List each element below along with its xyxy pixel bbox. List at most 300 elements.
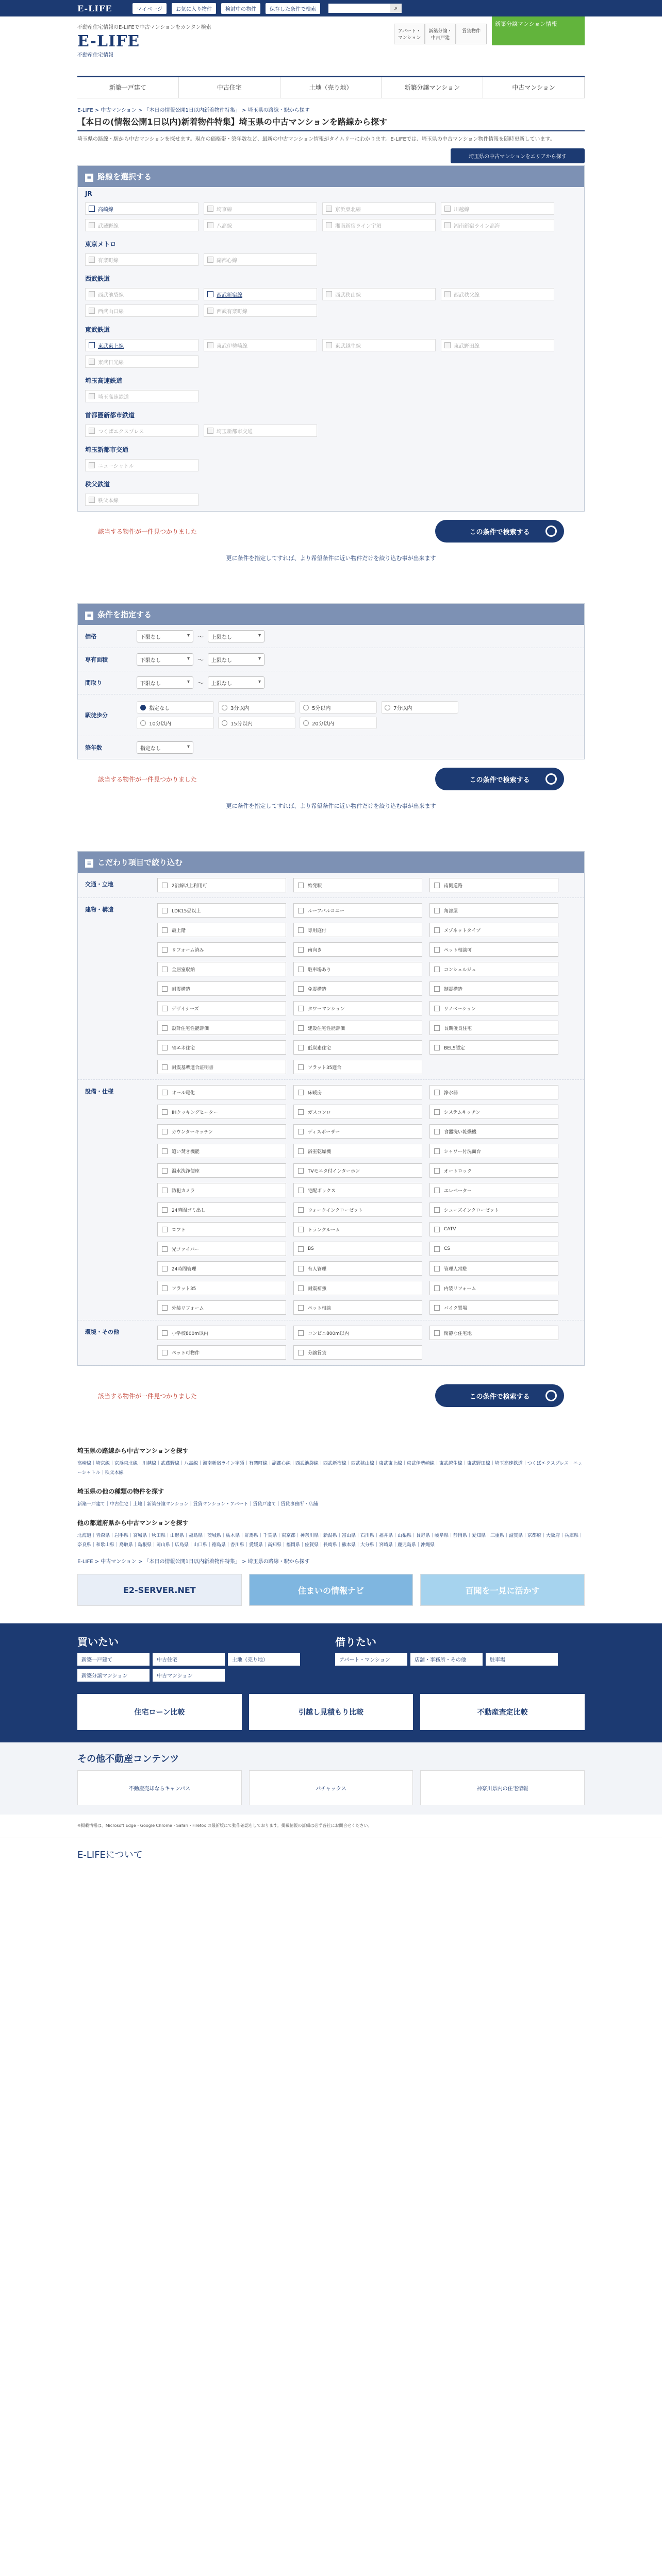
checkbox-icon[interactable]	[162, 1025, 168, 1031]
header-tagline: 不動産住宅情報のE-LIFEで中古マンションをカンタン検索	[77, 25, 211, 30]
kodawari-checkbox[interactable]	[293, 1242, 422, 1256]
search-button[interactable]: この条件で検索する	[435, 520, 564, 543]
brand-logo[interactable]: E-LIFE	[77, 3, 112, 13]
links-prefs[interactable]: 北海道｜青森県｜岩手県｜宮城県｜秋田県｜山形県｜福島県｜茨城県｜栃木県｜群馬県｜千葉県｜東京都｜神奈川県｜新潟県｜富山県｜石川県｜福井県｜山梨県｜長野県｜岐阜県｜静岡県｜愛知県｜三重県｜滋賀県｜京都府｜大阪府｜兵庫県｜奈良県｜和歌山県｜鳥取県｜島根県｜岡山県｜広島県｜山口県｜徳島県｜香川県｜愛媛県｜高知県｜福岡県｜佐賀県｜長崎県｜熊本県｜大分県｜宮崎県｜鹿児島県｜沖縄県	[77, 1533, 584, 1548]
kodawari-checkbox[interactable]	[157, 1040, 286, 1055]
station-checkbox[interactable]	[85, 459, 198, 471]
kodawari-option-label: 角部屋	[444, 908, 458, 914]
kodawari-options	[157, 878, 559, 892]
checkbox-icon[interactable]	[434, 1045, 440, 1050]
footer-banner-appraisal[interactable]: 不動産査定比較	[420, 1694, 585, 1730]
checkbox-icon[interactable]	[298, 1330, 304, 1336]
checkbox-icon[interactable]	[162, 1246, 168, 1252]
kodawari-checkbox[interactable]	[157, 1326, 286, 1340]
checkbox-icon[interactable]	[89, 497, 95, 503]
checkbox-icon[interactable]	[434, 1129, 440, 1134]
station-checkbox[interactable]	[85, 219, 198, 231]
links-heading-lines: 埼玉県の路線から中古マンションを探す	[77, 1447, 189, 1454]
checkbox-icon[interactable]	[162, 1045, 168, 1050]
kodawari-checkbox[interactable]	[429, 1163, 558, 1178]
line-name: 埼玉高速鉄道	[85, 377, 123, 384]
kodawari-checkbox[interactable]	[429, 1021, 558, 1035]
checkbox-icon[interactable]	[89, 359, 95, 365]
kodawari-checkbox[interactable]	[157, 942, 286, 957]
footer-rent-item[interactable]: アパート・マンション	[335, 1653, 407, 1666]
checkbox-icon[interactable]	[444, 342, 451, 348]
checkbox-icon[interactable]	[298, 1246, 304, 1252]
checkbox-icon[interactable]	[162, 1305, 168, 1311]
banner-e2server[interactable]: E2-SERVER.NET	[77, 1574, 242, 1606]
kodawari-option-label: 最上階	[172, 928, 186, 934]
checkbox-icon[interactable]	[89, 393, 95, 399]
global-nav	[77, 76, 585, 98]
checkbox-icon[interactable]	[298, 883, 304, 888]
nav-used-house[interactable]: 中古住宅	[179, 77, 280, 98]
checkbox-icon[interactable]	[434, 1285, 440, 1291]
station-checkbox[interactable]	[85, 355, 198, 368]
checkbox-icon[interactable]	[162, 1148, 168, 1154]
station-checkbox[interactable]	[85, 304, 198, 317]
footer-buy-item[interactable]: 土地（売り地）	[228, 1653, 300, 1666]
route-panel-title: 路線を選択する	[97, 172, 152, 181]
checkbox-icon[interactable]	[89, 428, 95, 434]
checkbox-icon[interactable]	[162, 1129, 168, 1134]
kodawari-option-label: ペット相談可	[444, 947, 472, 953]
checkbox-icon[interactable]	[207, 291, 213, 297]
list-icon: ≡	[85, 859, 93, 868]
kodawari-checkbox[interactable]	[157, 1001, 286, 1015]
kodawari-checkbox[interactable]	[429, 1261, 558, 1276]
station-checkbox[interactable]	[441, 219, 554, 231]
kodawari-checkbox[interactable]	[293, 1163, 422, 1178]
station-checkbox[interactable]	[85, 202, 198, 215]
station-checkbox[interactable]	[322, 339, 436, 351]
other-item-kanagawa[interactable]: 神奈川県内の住宅情報	[420, 1770, 585, 1805]
walk-radio-label: 5分以内	[312, 705, 331, 711]
checkbox-icon[interactable]	[434, 927, 440, 933]
checkbox-icon[interactable]	[162, 967, 168, 972]
kodawari-checkbox[interactable]	[157, 1144, 286, 1158]
checkbox-icon[interactable]	[298, 1045, 304, 1050]
layout-label: 間取り	[85, 680, 102, 686]
result-row-3	[77, 1376, 585, 1415]
checkbox-icon[interactable]	[434, 1109, 440, 1115]
kodawari-option-label: オール電化	[172, 1090, 195, 1096]
kodawari-option-label: ペット相談	[308, 1306, 332, 1311]
kodawari-checkbox[interactable]	[429, 1183, 558, 1197]
station-label: 京浜東北線	[335, 207, 361, 213]
saved-search-button[interactable]: 保存した条件で検索	[266, 3, 320, 14]
checkbox-icon[interactable]	[298, 1188, 304, 1193]
checkbox-icon[interactable]	[434, 947, 440, 953]
checkbox-icon[interactable]	[298, 1148, 304, 1154]
station-label: 東武越生線	[335, 343, 361, 349]
checkbox-icon[interactable]	[434, 908, 440, 913]
age-select[interactable]: 指定なし ▾	[137, 741, 193, 754]
kodawari-checkbox[interactable]	[429, 1085, 558, 1099]
kodawari-checkbox[interactable]	[429, 1281, 558, 1295]
radio-icon[interactable]	[385, 705, 390, 710]
checkbox-icon[interactable]	[162, 986, 168, 992]
walk-radio[interactable]	[218, 717, 295, 729]
footer-banner-loan[interactable]: 住宅ローン比較	[77, 1694, 242, 1730]
kodawari-checkbox[interactable]	[429, 1105, 558, 1119]
walk-radio[interactable]	[300, 701, 377, 714]
radio-icon[interactable]	[222, 720, 227, 726]
station-label: 八高線	[217, 223, 232, 229]
kodawari-option-label: 始発駅	[308, 883, 322, 889]
checkbox-icon[interactable]	[434, 1006, 440, 1011]
footer-rent-item[interactable]: 店舗・事務所・その他	[410, 1653, 483, 1666]
checkbox-icon[interactable]	[162, 1285, 168, 1291]
checkbox-icon[interactable]	[434, 1207, 440, 1213]
considering-button[interactable]: 検討中の物件	[221, 3, 260, 14]
checkbox-icon[interactable]	[298, 986, 304, 992]
station-label: 東武伊勢崎線	[217, 343, 247, 349]
kodawari-checkbox[interactable]	[293, 1345, 422, 1360]
links-lines[interactable]: 高崎線｜埼京線｜京浜東北線｜川越線｜武蔵野線｜八高線｜湘南新宿ライン宇須｜有楽町線｜副都心線｜西武池袋線｜西武新宿線｜西武狭山線｜東武東上線｜東武伊勢崎線｜東武越生線｜東武野田線｜埼玉高速鉄道｜つくばエクスプレス｜ニューシャトル｜秩父本線	[77, 1461, 583, 1476]
checkbox-icon[interactable]	[298, 1006, 304, 1011]
mypage-button[interactable]: マイページ	[133, 3, 167, 14]
checkbox-icon[interactable]	[434, 1025, 440, 1031]
kodawari-checkbox[interactable]	[293, 942, 422, 957]
checkbox-icon[interactable]	[298, 1090, 304, 1095]
station-checkbox[interactable]	[204, 253, 317, 266]
walk-radio[interactable]	[300, 717, 377, 729]
kodawari-checkbox[interactable]	[429, 1040, 558, 1055]
radio-icon[interactable]	[222, 705, 227, 710]
kodawari-checkbox[interactable]	[293, 923, 422, 937]
kodawari-group	[78, 1320, 584, 1365]
kodawari-checkbox[interactable]	[293, 1085, 422, 1099]
walk-options	[137, 700, 498, 731]
checkbox-icon[interactable]	[162, 1090, 168, 1095]
checkbox-icon[interactable]	[298, 1285, 304, 1291]
checkbox-icon[interactable]	[298, 967, 304, 972]
checkbox-icon[interactable]	[326, 206, 332, 212]
footer-buy-item[interactable]: 中古住宅	[153, 1653, 225, 1666]
kodawari-checkbox[interactable]	[293, 981, 422, 996]
kodawari-checkbox[interactable]	[293, 1183, 422, 1197]
kodawari-checkbox[interactable]	[293, 1001, 422, 1015]
checkbox-icon[interactable]	[298, 1305, 304, 1311]
price-min-select[interactable]: 下限なし ▾	[137, 630, 193, 642]
layout-max-select[interactable]: 上限なし ▾	[208, 676, 264, 689]
kodawari-checkbox[interactable]	[429, 1144, 558, 1158]
kodawari-checkbox[interactable]	[429, 962, 558, 976]
kodawari-checkbox[interactable]	[157, 981, 286, 996]
radio-icon[interactable]	[140, 705, 146, 710]
checkbox-icon[interactable]	[434, 967, 440, 972]
kodawari-options	[157, 903, 559, 1074]
walk-radio[interactable]	[381, 701, 458, 714]
checkbox-icon[interactable]	[162, 1188, 168, 1193]
checkbox-icon[interactable]	[434, 1188, 440, 1193]
kodawari-checkbox[interactable]	[157, 1300, 286, 1315]
kodawari-checkbox[interactable]	[293, 1144, 422, 1158]
kodawari-checkbox[interactable]	[293, 1281, 422, 1295]
kodawari-checkbox[interactable]	[157, 1202, 286, 1217]
checkbox-icon[interactable]	[162, 1168, 168, 1174]
station-list	[78, 286, 584, 322]
footer-buy-item[interactable]: 新築分譲マンション	[77, 1669, 150, 1682]
kodawari-checkbox[interactable]	[293, 1040, 422, 1055]
checkbox-icon[interactable]	[162, 1266, 168, 1272]
checkbox-icon[interactable]	[162, 1109, 168, 1115]
checkbox-icon[interactable]	[298, 1129, 304, 1134]
kodawari-checkbox[interactable]	[157, 1261, 286, 1276]
kodawari-group	[78, 898, 584, 1080]
checkbox-icon[interactable]	[434, 1246, 440, 1252]
station-checkbox[interactable]	[204, 339, 317, 351]
checkbox-icon[interactable]	[298, 1350, 304, 1355]
station-checkbox[interactable]	[322, 202, 436, 215]
kodawari-option-label: 分譲賃貸	[308, 1350, 327, 1356]
site-logo[interactable]: E-LIFE	[77, 32, 140, 50]
kodawari-checkbox[interactable]	[157, 1345, 286, 1360]
radio-icon[interactable]	[303, 705, 309, 710]
kodawari-checkbox[interactable]	[429, 1001, 558, 1015]
checkbox-icon[interactable]	[434, 1090, 440, 1095]
kodawari-option-label: IHクッキングヒーター	[172, 1110, 218, 1115]
header-nav-house[interactable]: 新築分譲・中古戸建	[425, 24, 456, 44]
kodawari-checkbox[interactable]	[293, 1060, 422, 1074]
checkbox-icon[interactable]	[162, 1330, 168, 1336]
header-nav	[394, 24, 487, 44]
checkbox-icon[interactable]	[444, 206, 451, 212]
footer-buy-item[interactable]: 新築一戸建て	[77, 1653, 150, 1666]
kodawari-checkbox[interactable]	[157, 1222, 286, 1236]
kodawari-checkbox[interactable]	[157, 1183, 286, 1197]
station-checkbox[interactable]	[441, 202, 554, 215]
checkbox-icon[interactable]	[326, 222, 332, 228]
footer-buy-item[interactable]: 中古マンション	[153, 1669, 225, 1682]
checkbox-icon[interactable]	[162, 1006, 168, 1011]
kodawari-checkbox[interactable]	[157, 962, 286, 976]
banner-hyakubun[interactable]: 百聞を一見に活かす	[420, 1574, 585, 1606]
kodawari-checkbox[interactable]	[157, 1105, 286, 1119]
checkbox-icon[interactable]	[162, 1207, 168, 1213]
breadcrumb-bottom[interactable]: E-LIFE > 中古マンション > 「本日の情報公開1日以内新着物件特集」 > 埼玉県の路線・駅から探す	[77, 1559, 310, 1565]
links-types[interactable]: 新築一戸建て｜中古住宅｜土地｜新築分譲マンション｜賃貸マンション・アパート｜賃貸戸建て｜賃貸事務所・店舗	[77, 1502, 318, 1507]
kodawari-checkbox[interactable]	[157, 1124, 286, 1139]
station-checkbox[interactable]	[204, 425, 317, 437]
kodawari-checkbox[interactable]	[157, 1021, 286, 1035]
kodawari-checkbox[interactable]	[429, 1300, 558, 1315]
banner-row	[77, 1574, 585, 1606]
walk-radio[interactable]	[137, 717, 214, 729]
kodawari-checkbox[interactable]	[293, 1021, 422, 1035]
checkbox-icon[interactable]	[207, 206, 213, 212]
banner-sumai-navi[interactable]: 住まいの情報ナビ	[249, 1574, 413, 1606]
layout-min-select[interactable]: 下限なし ▾	[137, 676, 193, 689]
site-search[interactable]	[328, 4, 402, 13]
kodawari-checkbox[interactable]	[157, 878, 286, 892]
checkbox-icon[interactable]	[162, 1227, 168, 1232]
station-checkbox[interactable]	[204, 219, 317, 231]
station-checkbox[interactable]	[204, 202, 317, 215]
checkbox-icon[interactable]	[434, 1227, 440, 1232]
checkbox-icon[interactable]	[298, 908, 304, 913]
search-button[interactable]: この条件で検索する	[435, 768, 564, 790]
checkbox-icon[interactable]	[207, 222, 213, 228]
station-checkbox[interactable]	[85, 288, 198, 300]
station-checkbox[interactable]	[85, 425, 198, 437]
age-label: 築年数	[85, 744, 102, 751]
station-label: 西武狭山線	[335, 292, 361, 298]
station-checkbox[interactable]	[204, 288, 317, 300]
area-search-button[interactable]: 埼玉県の中古マンションをエリアから探す	[451, 148, 585, 163]
other-item-pachax[interactable]: パチャックス	[249, 1770, 413, 1805]
checkbox-icon[interactable]	[162, 927, 168, 933]
search-icon[interactable]: ⌕	[390, 4, 402, 13]
kodawari-checkbox[interactable]	[157, 903, 286, 918]
checkbox-icon[interactable]	[326, 342, 332, 348]
kodawari-checkbox[interactable]	[429, 942, 558, 957]
station-label: 高崎線	[98, 207, 113, 213]
checkbox-icon[interactable]	[434, 1266, 440, 1272]
station-list	[78, 200, 584, 236]
station-checkbox[interactable]	[85, 339, 198, 351]
station-checkbox[interactable]	[204, 304, 317, 317]
checkbox-icon[interactable]	[89, 257, 95, 263]
station-checkbox[interactable]	[441, 288, 554, 300]
header-ad-banner[interactable]: 新築分譲マンション情報	[492, 16, 585, 45]
kodawari-checkbox[interactable]	[157, 1085, 286, 1099]
station-checkbox[interactable]	[441, 339, 554, 351]
layout-row: 間取り 下限なし ▾ 〜 上限なし ▾	[78, 671, 584, 694]
checkbox-icon[interactable]	[89, 222, 95, 228]
station-checkbox[interactable]	[322, 219, 436, 231]
checkbox-icon[interactable]	[298, 1207, 304, 1213]
search-input[interactable]	[328, 4, 390, 13]
footer-banner-moving[interactable]: 引越し見積もり比較	[249, 1694, 413, 1730]
kodawari-checkbox[interactable]	[293, 1222, 422, 1236]
kodawari-checkbox[interactable]	[429, 903, 558, 918]
kodawari-checkbox[interactable]	[293, 1124, 422, 1139]
kodawari-checkbox[interactable]	[293, 962, 422, 976]
checkbox-icon[interactable]	[89, 206, 95, 212]
footer-rent-item[interactable]: 駐車場	[486, 1653, 558, 1666]
checkbox-icon[interactable]	[444, 222, 451, 228]
checkbox-icon[interactable]	[434, 986, 440, 992]
checkbox-icon[interactable]	[207, 308, 213, 314]
kodawari-option-label: 設計住宅性能評価	[172, 1026, 209, 1031]
checkbox-icon[interactable]	[162, 883, 168, 888]
kodawari-checkbox[interactable]	[429, 981, 558, 996]
kodawari-checkbox[interactable]	[429, 1326, 558, 1340]
kodawari-checkbox[interactable]	[157, 923, 286, 937]
checkbox-icon[interactable]	[89, 462, 95, 468]
checkbox-icon[interactable]	[434, 1330, 440, 1336]
station-checkbox[interactable]	[85, 390, 198, 402]
search-button[interactable]: この条件で検索する	[435, 1384, 564, 1407]
favorites-button[interactable]: お気に入り物件	[172, 3, 216, 14]
checkbox-icon[interactable]	[89, 342, 95, 348]
checkbox-icon[interactable]	[326, 291, 332, 297]
checkbox-icon[interactable]	[162, 1064, 168, 1070]
nav-new-mansion[interactable]: 新築分譲マンション	[382, 77, 483, 98]
kodawari-checkbox[interactable]	[157, 1060, 286, 1074]
checkbox-icon[interactable]	[298, 1168, 304, 1174]
condition-panel-title: 条件を指定する	[97, 610, 152, 619]
station-list	[78, 251, 584, 271]
breadcrumb[interactable]: E-LIFE > 中古マンション > 「本日の情報公開1日以内新着物件特集」 > 埼玉県の路線・駅から探す	[77, 108, 310, 113]
radio-icon[interactable]	[140, 720, 146, 726]
checkbox-icon[interactable]	[298, 1025, 304, 1031]
checkbox-icon[interactable]	[434, 1168, 440, 1174]
header-nav-rent[interactable]: 賃貸物件	[456, 24, 487, 44]
checkbox-icon[interactable]	[162, 947, 168, 953]
kodawari-checkbox[interactable]	[293, 1300, 422, 1315]
station-label: 埼玉高速鉄道	[98, 394, 129, 400]
checkbox-icon[interactable]	[298, 1064, 304, 1070]
checkbox-icon[interactable]	[207, 428, 213, 434]
checkbox-icon[interactable]	[162, 908, 168, 913]
header-nav-apartment[interactable]: アパート・マンション	[394, 24, 425, 44]
checkbox-icon[interactable]	[162, 1350, 168, 1355]
checkbox-icon[interactable]	[298, 1109, 304, 1115]
area-min-select[interactable]: 下限なし ▾	[137, 653, 193, 666]
checkbox-icon[interactable]	[434, 883, 440, 888]
station-checkbox[interactable]	[85, 253, 198, 266]
nav-used-mansion[interactable]: 中古マンション	[483, 77, 585, 98]
kodawari-checkbox[interactable]	[429, 923, 558, 937]
kodawari-option-label: デザイナーズ	[172, 1006, 199, 1012]
station-checkbox[interactable]	[322, 288, 436, 300]
kodawari-checkbox[interactable]	[429, 1124, 558, 1139]
kodawari-checkbox[interactable]	[293, 1105, 422, 1119]
checkbox-icon[interactable]	[89, 291, 95, 297]
kodawari-checkbox[interactable]	[429, 878, 558, 892]
kodawari-checkbox[interactable]	[157, 1281, 286, 1295]
kodawari-checkbox[interactable]	[293, 903, 422, 918]
kodawari-checkbox[interactable]	[157, 1242, 286, 1256]
checkbox-icon[interactable]	[207, 257, 213, 263]
kodawari-checkbox[interactable]	[293, 1202, 422, 1217]
kodawari-checkbox[interactable]	[429, 1202, 558, 1217]
checkbox-icon[interactable]	[298, 947, 304, 953]
checkbox-icon[interactable]	[89, 308, 95, 314]
checkbox-icon[interactable]	[207, 342, 213, 348]
kodawari-checkbox[interactable]	[157, 1163, 286, 1178]
price-max-select[interactable]: 上限なし ▾	[208, 630, 264, 642]
kodawari-option-label: 駐車場あり	[308, 967, 332, 973]
checkbox-icon[interactable]	[434, 1305, 440, 1311]
checkbox-icon[interactable]	[298, 927, 304, 933]
kodawari-checkbox[interactable]	[293, 1326, 422, 1340]
checkbox-icon[interactable]	[444, 291, 451, 297]
walk-radio[interactable]	[218, 701, 295, 714]
station-checkbox[interactable]	[85, 494, 198, 506]
kodawari-option-label: シューズインクローゼット	[444, 1208, 499, 1213]
kodawari-group	[78, 873, 584, 898]
other-item-sale[interactable]: 不動産売却ならキャンパス	[77, 1770, 242, 1805]
kodawari-checkbox[interactable]	[293, 878, 422, 892]
kodawari-checkbox[interactable]	[429, 1242, 558, 1256]
nav-new-house[interactable]: 新築一戸建て	[77, 77, 179, 98]
kodawari-checkbox[interactable]	[429, 1222, 558, 1236]
kodawari-checkbox[interactable]	[293, 1261, 422, 1276]
walk-radio[interactable]	[137, 701, 214, 714]
checkbox-icon[interactable]	[434, 1148, 440, 1154]
checkbox-icon[interactable]	[298, 1266, 304, 1272]
area-max-select[interactable]: 上限なし ▾	[208, 653, 264, 666]
radio-icon[interactable]	[303, 720, 309, 726]
checkbox-icon[interactable]	[298, 1227, 304, 1232]
nav-land[interactable]: 土地（売り地）	[280, 77, 382, 98]
kodawari-option-label: 省エネ住宅	[172, 1045, 195, 1051]
